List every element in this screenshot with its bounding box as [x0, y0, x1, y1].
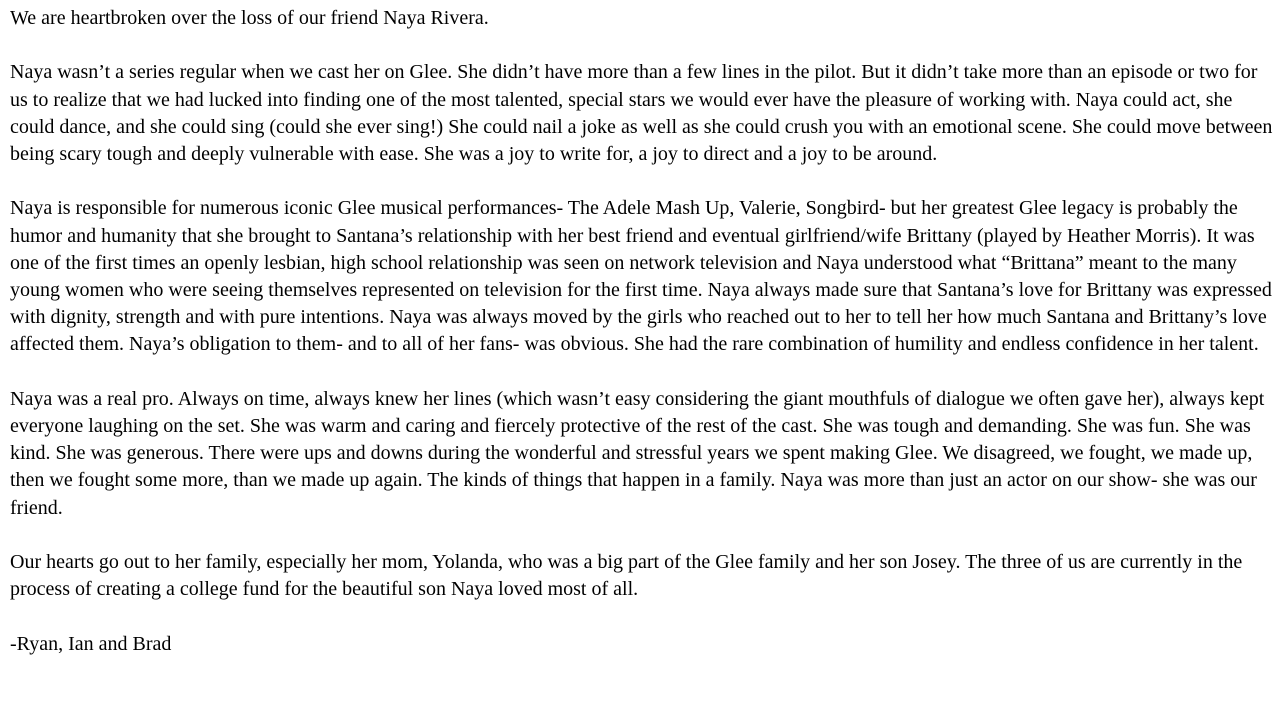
opening-line: We are heartbroken over the loss of our friend Naya Rivera. [10, 7, 489, 29]
statement-document [10, 5, 1274, 658]
paragraph-family: Our hearts go out to her family, especially her mom, Yolanda, who was a big part of the Glee family and her son Josey. The three of us are currently in the process of creating a college fund for the beautiful son Naya loved most of all. [10, 551, 1243, 601]
signature: -Ryan, Ian and Brad [10, 632, 172, 655]
paragraph-professional: Naya was a real pro. Always on time, always knew her lines (which wasn’t easy considering the giant mouthfuls of dialogue we often gave her), always kept everyone laughing on the set. She was warm and caring and fiercely protective of the rest of the cast. She was tough and demanding. She was fun. She was kind. She was generous. There were ups and downs during the wonderful and stressful years we spent making Glee. We disagreed, we fought, we made up, then we fought some more, than we made up again. The kinds of things that happen in a family. Naya was more than just an actor on our show- she was our friend. [10, 387, 1265, 519]
paragraph-casting: Naya wasn’t a series regular when we cast her on Glee. She didn’t have more than a few lines in the pilot. But it didn’t take more than an episode or two for us to realize that we had lucked into finding one of the most talented, special stars we would ever have the pleasure of working with. Naya could act, she could dance, and she could sing (could she ever sing!) She could nail a joke as well as she could crush you with an emotional scene. She could move between being scary tough and deeply vulnerable with ease. She was a joy to write for, a joy to direct and a joy to be around. [10, 61, 1273, 165]
paragraph-legacy: Naya is responsible for numerous iconic Glee musical performances- The Adele Mash Up, Valerie, Songbird- but her greatest Glee legacy is probably the humor and humanity that she brought to Santana’s relationship with her best friend and eventual girlfriend/wife Brittany (played by Heather Morris). It was one of the first times an openly lesbian, high school relationship was seen on network television and Naya understood what “Brittana” meant to the many young women who were seeing themselves represented on television for the first time. Naya always made sure that Santana’s love for Brittany was expressed with dignity, strength and with pure intentions. Naya was always moved by the girls who reached out to her to tell her how much Santana and Brittany’s love affected them. Naya’s obligation to them- and to all of her fans- was obvious. She had the rare combination of humility and endless confidence in her talent. [10, 197, 1272, 356]
